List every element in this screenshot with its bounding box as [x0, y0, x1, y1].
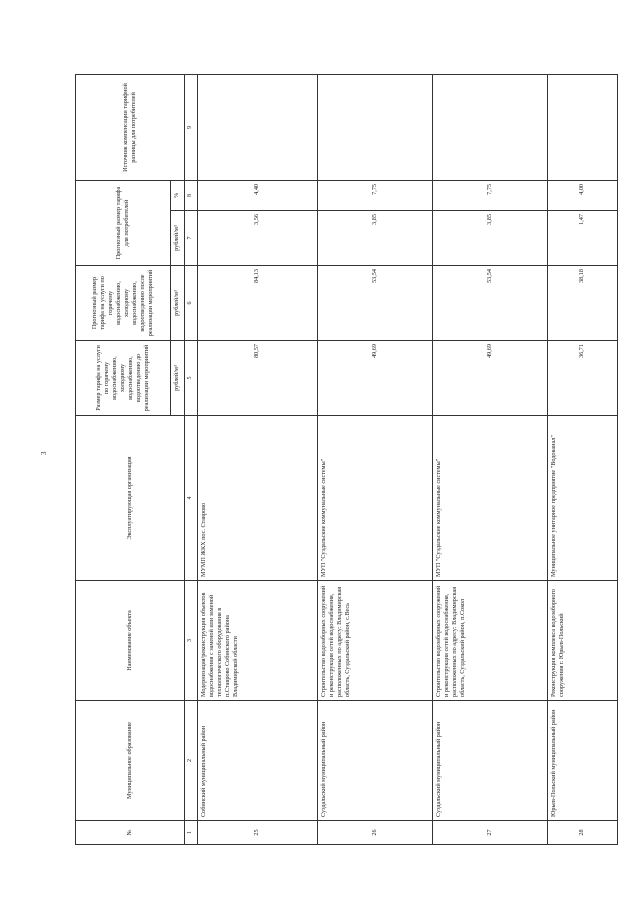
row-tariff-rub: 3,85 — [433, 211, 548, 266]
row-organization: МУП "Суздальские коммунальные системы" — [318, 416, 433, 581]
header-forecast-tariff: Прогнозный размер тарифа для потребителей — [76, 180, 171, 265]
row-tariff-rub: 3,85 — [318, 211, 433, 266]
table-row — [548, 74, 618, 844]
row-tariff-after: 53,54 — [318, 266, 433, 341]
row-tariff-rub: 1,47 — [548, 211, 618, 266]
row-tariff-pct: 4,40 — [198, 180, 318, 210]
row-tariff-pct: 7,75 — [318, 180, 433, 210]
row-tariff-after: 84,13 — [198, 266, 318, 341]
row-organization: МУП "Суздальские коммунальные системы" — [433, 416, 548, 581]
row-organization: МУМП ЖКХ пос. Ставрово — [198, 416, 318, 581]
row-tariff-pct: 7,75 — [433, 180, 548, 210]
row-municipality: Суздальский муниципальный район — [318, 701, 433, 821]
row-tariff-before: 36,71 — [548, 341, 618, 416]
header-organization: Эксплуатирующая организация — [76, 416, 185, 581]
col-num: 6 — [185, 266, 198, 341]
table-row — [198, 74, 318, 844]
header-tariff-after: Прогнозный размер тарифа на услуги по горячему водоснабжению, холодному водоснабжению, водоотведению после реализации мероприятий — [76, 266, 171, 341]
col-num: 9 — [185, 74, 198, 180]
row-organization: Муниципальное унитарное предприятие "Водоканал" — [548, 416, 618, 581]
row-tariff-before: 49,69 — [318, 341, 433, 416]
rotated-table-container — [75, 75, 615, 845]
row-source — [548, 74, 618, 180]
col-num: 5 — [185, 341, 198, 416]
col-num: 2 — [185, 701, 198, 821]
header-compensation-source: Источник компенсации тарифной разницы для потребителей — [76, 74, 185, 180]
row-object: Реконструкция комплекса водозаборного сооружения г. Юрьев-Польский — [548, 581, 618, 701]
col-num: 7 — [185, 211, 198, 266]
col-num: 3 — [185, 581, 198, 701]
table-row — [318, 74, 433, 844]
row-tariff-before: 80,57 — [198, 341, 318, 416]
row-source — [433, 74, 548, 180]
row-number: 26 — [318, 821, 433, 845]
unit-col7: рублей/м³ — [171, 211, 185, 266]
row-source — [318, 74, 433, 180]
tariff-table — [75, 74, 618, 845]
page-number: 3 — [40, 451, 48, 455]
col-num: 4 — [185, 416, 198, 581]
row-tariff-rub: 3,56 — [198, 211, 318, 266]
unit-col6: рублей/м³ — [171, 266, 185, 341]
row-tariff-after: 53,54 — [433, 266, 548, 341]
row-tariff-pct: 4,00 — [548, 180, 618, 210]
row-municipality: Собинский муниципальный район — [198, 701, 318, 821]
row-municipality: Суздальский муниципальный район — [433, 701, 548, 821]
header-tariff-before: Размер тарифа на услуги по горячему водоснабжению, холодному водоснабжению, водоотведению до реализации мероприятий — [76, 341, 171, 416]
row-source — [198, 74, 318, 180]
row-object: Строительство водозаборных сооружений и реконструкция сетей водоснабжения, расположенных по адресу: Владимирская область, Суздальский район, п.Сокол — [433, 581, 548, 701]
row-object: Модернизация/реконструкция объектов водоснабжения с заменой или заменой технологического оборудования в п.Ставрово Собинского района Владимирской области — [198, 581, 318, 701]
row-number: 25 — [198, 821, 318, 845]
header-municipality: Муниципальное образование — [76, 701, 185, 821]
row-tariff-before: 49,69 — [433, 341, 548, 416]
row-tariff-after: 38,18 — [548, 266, 618, 341]
table-row — [433, 74, 548, 844]
row-number: 27 — [433, 821, 548, 845]
col-num: 8 — [185, 180, 198, 210]
header-object: Наименование объекта — [76, 581, 185, 701]
unit-col5: рублей/м³ — [171, 341, 185, 416]
row-municipality: Юрьев-Польский муниципальный район — [548, 701, 618, 821]
column-number-row — [185, 74, 198, 844]
header-number: № — [76, 821, 185, 845]
col-num: 1 — [185, 821, 198, 845]
row-number: 28 — [548, 821, 618, 845]
row-object: Строительство водозаборных сооружений и реконструкция сетей водоснабжения, расположенных по адресу: Владимирская область, Суздальский район, с.Весь — [318, 581, 433, 701]
unit-col8: % — [171, 180, 185, 210]
